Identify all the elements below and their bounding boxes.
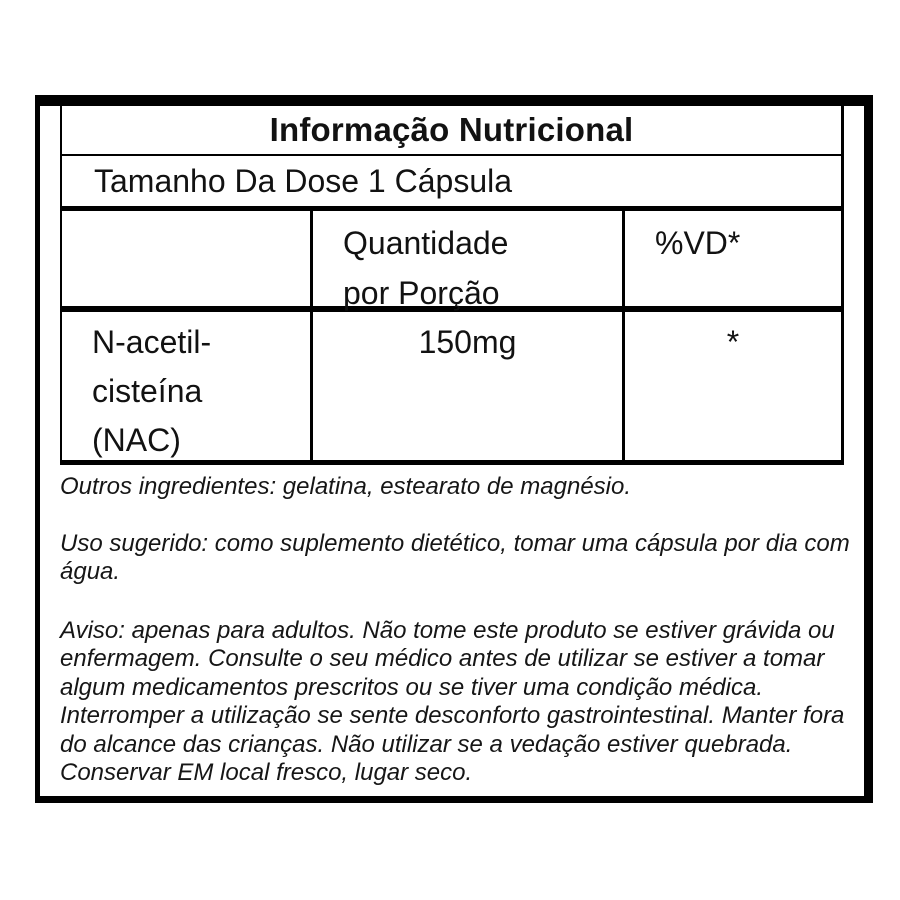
header-amount-line1: Quantidade — [343, 225, 509, 261]
header-dv-text: %VD* — [655, 225, 741, 261]
table-title-row — [62, 106, 841, 156]
ingredient-name-line1: N-acetil- — [92, 324, 212, 360]
label-border-box — [35, 95, 873, 803]
warning-text: Aviso: apenas para adultos. Não tome este produto se estiver grávida ou enfermagem. Consulte o seu médico antes de utilizar se estiver a tomar algum medicamentos prescritos ou se tiver uma condição médica. Interromper a utilização se sente desconforto gastrointestinal. Manter fora do alcance das crianças. Não utilizar se a vedação estiver quebrada. Conservar EM local fresco, lugar seco. — [60, 616, 845, 786]
ingredient-name-cell — [62, 312, 310, 465]
header-amount-line2: por Porção — [343, 275, 500, 311]
other-ingredients-text: Outros ingredientes: gelatina, estearato de magnésio. — [60, 473, 632, 500]
ingredient-dv-cell: * — [622, 312, 841, 465]
table-header-row — [62, 211, 841, 312]
header-cell-dv — [622, 211, 841, 318]
header-cell-empty — [62, 211, 310, 318]
table-row-nac — [62, 312, 841, 460]
label-footnotes — [60, 473, 854, 788]
nutrition-table — [60, 106, 844, 465]
ingredient-name-line3: (NAC) — [92, 422, 181, 458]
serving-size-row — [62, 156, 841, 211]
ingredient-amount-cell: 150mg — [310, 312, 622, 465]
header-cell-amount — [310, 211, 622, 318]
suggested-use-text: Uso sugerido: como suplemento dietético, tomar uma cápsula por dia com água. — [60, 529, 850, 585]
label-title: Informação Nutricional — [269, 111, 634, 148]
serving-size-text: Tamanho Da Dose 1 Cápsula — [94, 162, 513, 199]
ingredient-name-line2: cisteína — [92, 373, 203, 409]
